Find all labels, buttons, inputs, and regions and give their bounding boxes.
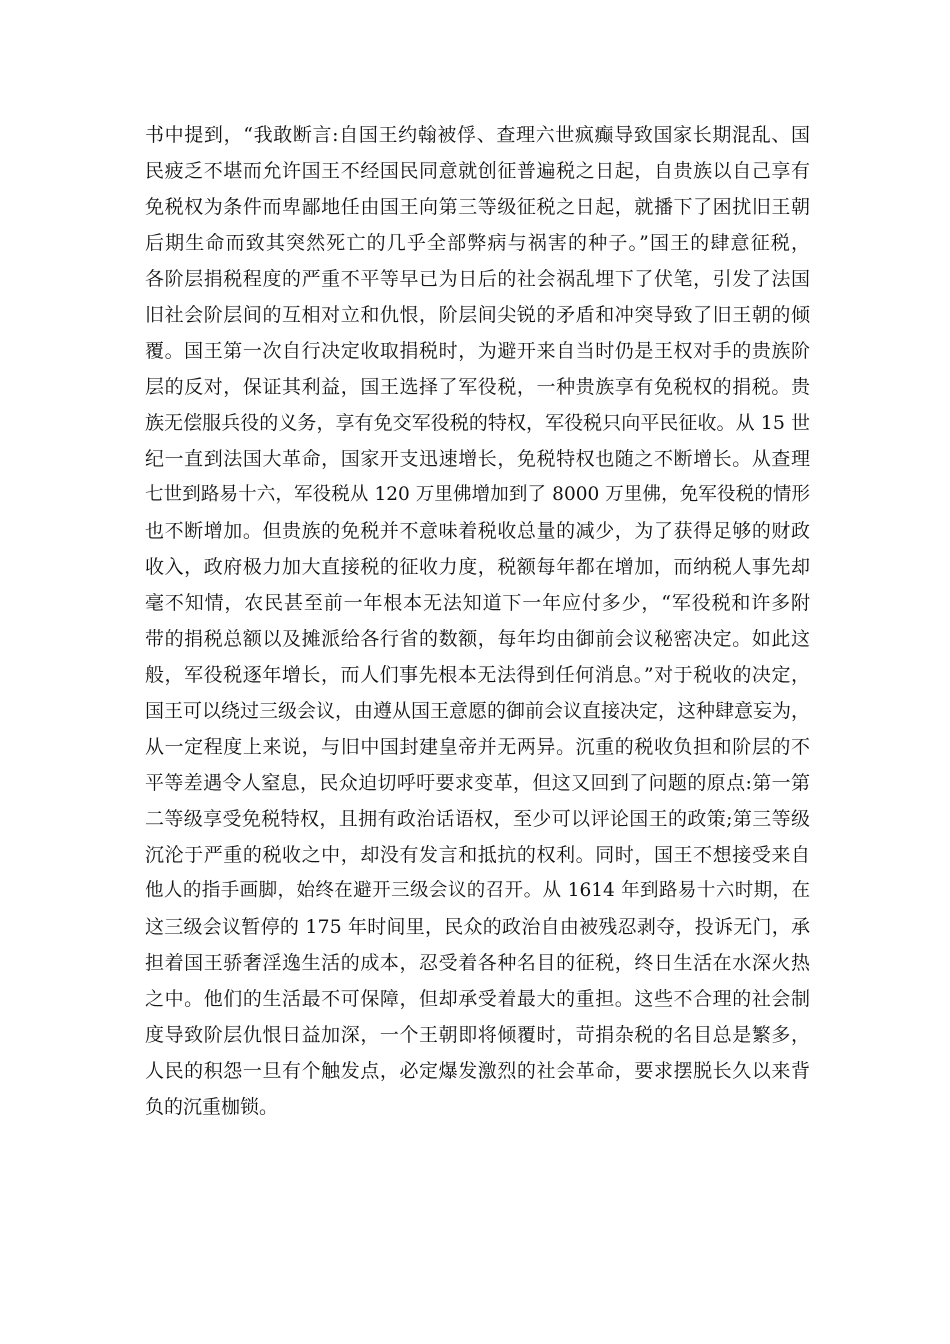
text-line: 各阶层捐税程度的严重不平等早已为日后的社会祸乱埋下了伏笔，引发了法国 (145, 268, 810, 290)
text-line: 收入，政府极力加大直接税的征收力度，税额每年都在增加，而纳税人事先却 (145, 556, 810, 578)
text-line: 旧社会阶层间的互相对立和仇恨，阶层间尖锐的矛盾和冲突导致了旧王朝的倾 (145, 304, 810, 326)
text-line: 后期生命而致其突然死亡的几乎全部弊病与祸害的种子。”国王的肆意征税， (145, 232, 810, 254)
text-line: 人民的积怨一旦有个触发点，必定爆发激烈的社会革命，要求摆脱长久以来背 (145, 1060, 810, 1082)
text-line: 二等级享受免税特权，且拥有政治话语权，至少可以评论国王的政策;第三等级 (145, 808, 810, 830)
text-line: 纪一直到法国大革命，国家开支迅速增长，免税特权也随之不断增长。从查理 (145, 448, 810, 470)
text-line: 毫不知情，农民甚至前一年根本无法知道下一年应付多少，“军役税和许多附 (145, 592, 810, 614)
text-line: 民疲乏不堪而允许国王不经国民同意就创征普遍税之日起，自贵族以自己享有 (145, 160, 810, 182)
text-line: 担着国王骄奢淫逸生活的成本，忍受着各种名目的征税，终日生活在水深火热 (145, 952, 810, 974)
text-line: 族无偿服兵役的义务，享有免交军役税的特权，军役税只向平民征收。从 15 世 (145, 412, 810, 434)
text-line: 他人的指手画脚，始终在避开三级会议的召开。从 1614 年到路易十六时期，在 (145, 880, 810, 901)
text-line: 平等差遇令人窒息，民众迫切呼吁要求变革，但这又回到了问题的原点:第一第 (145, 772, 810, 794)
text-line: 沉沦于严重的税收之中，却没有发言和抵抗的权利。同时，国王不想接受来自 (145, 844, 810, 866)
text-line: 从一定程度上来说，与旧中国封建皇帝并无两异。沉重的税收负担和阶层的不 (145, 736, 810, 758)
text-line: 这三级会议暂停的 175 年时间里，民众的政治自由被残忍剥夺，投诉无门，承 (145, 916, 810, 938)
text-line: 免税权为条件而卑鄙地任由国王向第三等级征税之日起，就播下了困扰旧王朝 (145, 196, 810, 218)
text-line: 层的反对，保证其利益，国王选择了军役税，一种贵族享有免税权的捐税。贵 (145, 376, 810, 398)
text-line: 书中提到，“我敢断言:自国王约翰被俘、查理六世疯癫导致国家长期混乱、国 (145, 124, 810, 146)
text-line: 负的沉重枷锁。 (145, 1096, 279, 1118)
text-line: 之中。他们的生活最不可保障，但却承受着最大的重担。这些不合理的社会制 (145, 988, 810, 1010)
text-line: 也不断增加。但贵族的免税并不意味着税收总量的减少，为了获得足够的财政 (145, 520, 810, 542)
text-line: 度导致阶层仇恨日益加深，一个王朝即将倾覆时，苛捐杂税的名目总是繁多， (145, 1024, 810, 1046)
text-line: 国王可以绕过三级会议，由遵从国王意愿的御前会议直接决定，这种肆意妄为， (145, 700, 810, 722)
body-paragraph (145, 117, 810, 1125)
text-line: 覆。国王第一次自行决定收取捐税时，为避开来自当时仍是王权对手的贵族阶 (145, 340, 810, 362)
text-line: 带的捐税总额以及摊派给各行省的数额，每年均由御前会议秘密决定。如此这 (145, 628, 810, 650)
text-line: 般，军役税逐年增长，而人们事先根本无法得到任何消息。”对于税收的决定， (145, 664, 810, 686)
text-line: 七世到路易十六，军役税从 120 万里佛增加到了 8000 万里佛，免军役税的情形 (145, 484, 810, 505)
